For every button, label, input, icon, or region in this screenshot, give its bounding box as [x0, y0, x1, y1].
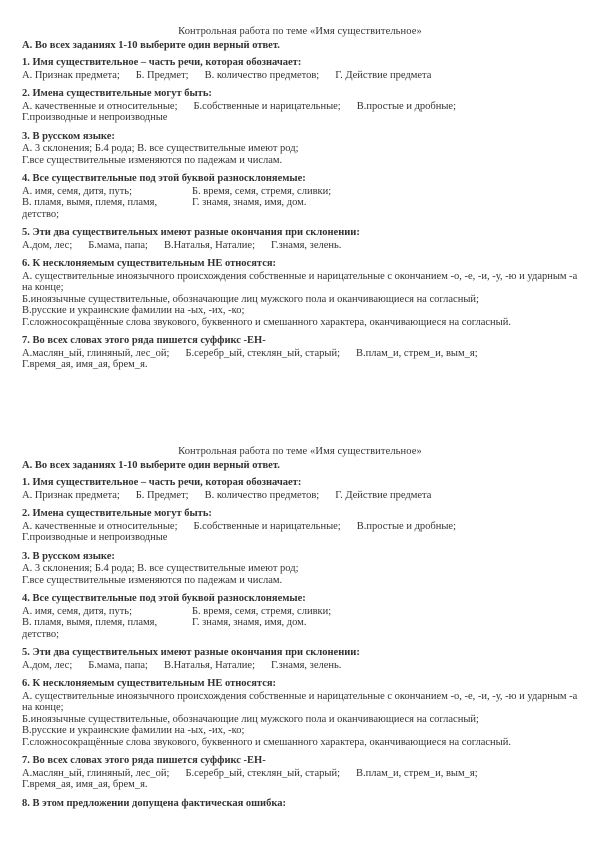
answer-option: Г.знамя, зелень. [271, 659, 342, 671]
question-block [22, 508, 578, 544]
question-title: 6. К несклоняемым существительным НЕ относятся: [22, 678, 277, 689]
answer-option: Б.мама, папа; [88, 239, 148, 251]
question-title: 3. В русском языке: [22, 130, 115, 142]
answer-option: В. пламя, вымя, племя, пламя, детство; [22, 617, 158, 640]
worksheet-1 [22, 26, 578, 378]
answer-option: В.простые и дробные; [356, 100, 457, 112]
question-title: 5. Эти два существительных имеют разные окончания при склонении: [22, 647, 360, 658]
question-block [22, 173, 578, 220]
answer-option: Г. знамя, знамя, имя, дом. [192, 617, 307, 628]
question-title: 6. К несклоняемым существительным НЕ относятся: [22, 258, 277, 269]
answer-option: Г.все существительные изменяются по падежам и числам. [22, 154, 283, 166]
answer-option: А. имя, семя, дитя, путь; [22, 605, 133, 617]
answer-option: В.русские и украинские фамилии на -ых, -их, -ко; [22, 305, 245, 316]
answer-option: Б. Предмет; [135, 489, 189, 501]
answer-options [22, 70, 578, 82]
answer-option: В. количество предметов; [204, 69, 320, 81]
answer-option: Б. время, семя, стремя, сливки; [192, 605, 332, 617]
answer-option: Г.сложносокращённые слова звукового, буквенного и смешанного характера, оканчивающиеся на согласный. [22, 316, 511, 328]
answer-options [22, 186, 578, 221]
question-title: 7. Во всех словах этого ряда пишется суффикс -ЕН- [22, 755, 266, 766]
answer-option: А.дом, лес; [22, 239, 73, 251]
question-block [22, 647, 578, 671]
answer-option: А. 3 склонения; Б.4 рода; В. все существительные имеют род; [22, 563, 299, 574]
answer-option: В.плам_и, стрем_и, вым_я; [356, 767, 478, 779]
question-block [22, 593, 578, 640]
question-block [22, 755, 578, 791]
answer-option: Г. Действие предмета [335, 489, 432, 501]
worksheet-title: Контрольная работа по теме «Имя существительное» [178, 446, 422, 457]
answer-options [22, 521, 578, 544]
answer-option: Г.производные и непроизводные [22, 532, 168, 543]
answer-options [22, 240, 578, 252]
question-block [22, 477, 578, 501]
question-block [22, 88, 578, 124]
answer-option: В.русские и украинские фамилии на -ых, -их, -ко; [22, 725, 245, 736]
answer-options [22, 660, 578, 672]
answer-option: Б.мама, папа; [88, 659, 148, 671]
question-block [22, 258, 578, 328]
answer-option: Г. знамя, знамя, имя, дом. [192, 197, 307, 208]
question-block [22, 131, 578, 167]
question-title: 1. Имя существительное – часть речи, которая обозначает: [22, 477, 302, 488]
answer-option: В.Наталья, Наталие; [163, 659, 256, 671]
question-title: 8. В этом предложении допущена фактическая ошибка: [22, 797, 286, 809]
answer-option: Б.серебр_ый, стеклян_ый, старый; [185, 767, 340, 779]
answer-option: А.дом, лес; [22, 659, 73, 671]
answer-option: А. качественные и относительные; [22, 100, 178, 112]
answer-option: Б.иноязычные существительные, обозначающие лиц мужского пола и оканчивающиеся на согласный; [22, 713, 479, 725]
question-block [22, 227, 578, 251]
answer-option: Г.время_ая, имя_ая, брем_я. [22, 779, 148, 790]
answer-option: А. Признак предмета; [22, 489, 120, 501]
answer-option: Б.собственные и нарицательные; [193, 100, 341, 112]
answer-option: Г.все существительные изменяются по падежам и числам. [22, 574, 283, 586]
question-title: 5. Эти два существительных имеют разные окончания при склонении: [22, 227, 360, 238]
answer-option: В.Наталья, Наталие; [163, 239, 256, 251]
question-block [22, 678, 578, 748]
answer-options [22, 768, 578, 791]
question-title: 2. Имена существительные могут быть: [22, 508, 212, 519]
worksheet-instruction: А. Во всех заданиях 1-10 выберите один верный ответ. [22, 39, 280, 51]
answer-option: Б.собственные и нарицательные; [193, 520, 341, 532]
answer-option: А. существительные иноязычного происхождения собственные и нарицательные с окончанием -о, -е, -и, -у, -ю и ударным -а на конце; [22, 690, 578, 713]
answer-option: Г.время_ая, имя_ая, брем_я. [22, 359, 148, 370]
answer-option: Г. Действие предмета [335, 69, 432, 81]
question-title: 4. Все существительные под этой буквой разносклоняемые: [22, 593, 306, 604]
question-title: 3. В русском языке: [22, 550, 115, 562]
answer-options [22, 101, 578, 124]
question-block [22, 335, 578, 371]
answer-option: В. пламя, вымя, племя, пламя, детство; [22, 197, 158, 220]
answer-option: В.простые и дробные; [356, 520, 457, 532]
answer-option: Г.знамя, зелень. [271, 239, 342, 251]
answer-option: А.маслян_ый, глиняный, лес_ой; [22, 767, 170, 779]
question-title: 2. Имена существительные могут быть: [22, 88, 212, 99]
answer-option: А. 3 склонения; Б.4 рода; В. все существительные имеют род; [22, 143, 299, 154]
answer-option: Б. Предмет; [135, 69, 189, 81]
worksheet-title: Контрольная работа по теме «Имя существительное» [178, 26, 422, 37]
question-title: 4. Все существительные под этой буквой разносклоняемые: [22, 173, 306, 184]
worksheet-instruction: А. Во всех заданиях 1-10 выберите один верный ответ. [22, 459, 280, 471]
question-block [22, 798, 578, 810]
question-title: 7. Во всех словах этого ряда пишется суффикс -ЕН- [22, 335, 266, 346]
answer-option: А.маслян_ый, глиняный, лес_ой; [22, 347, 170, 359]
answer-option: В. количество предметов; [204, 489, 320, 501]
answer-options [22, 606, 578, 641]
answer-options [22, 348, 578, 371]
answer-option: А. имя, семя, дитя, путь; [22, 185, 133, 197]
answer-option: Б.серебр_ый, стеклян_ый, старый; [185, 347, 340, 359]
answer-option: Б.иноязычные существительные, обозначающие лиц мужского пола и оканчивающиеся на согласный; [22, 293, 479, 305]
answer-option: А. качественные и относительные; [22, 520, 178, 532]
question-block [22, 551, 578, 587]
answer-option: Г.сложносокращённые слова звукового, буквенного и смешанного характера, оканчивающиеся на согласный. [22, 736, 511, 748]
worksheet-2 [22, 446, 578, 816]
answer-option: А. существительные иноязычного происхождения собственные и нарицательные с окончанием -о, -е, -и, -у, -ю и ударным -а на конце; [22, 270, 578, 293]
answer-option: В.плам_и, стрем_и, вым_я; [356, 347, 478, 359]
answer-option: А. Признак предмета; [22, 69, 120, 81]
answer-options [22, 490, 578, 502]
answer-option: Г.производные и непроизводные [22, 112, 168, 123]
question-block [22, 57, 578, 81]
question-title: 1. Имя существительное – часть речи, которая обозначает: [22, 57, 302, 68]
answer-option: Б. время, семя, стремя, сливки; [192, 185, 332, 197]
